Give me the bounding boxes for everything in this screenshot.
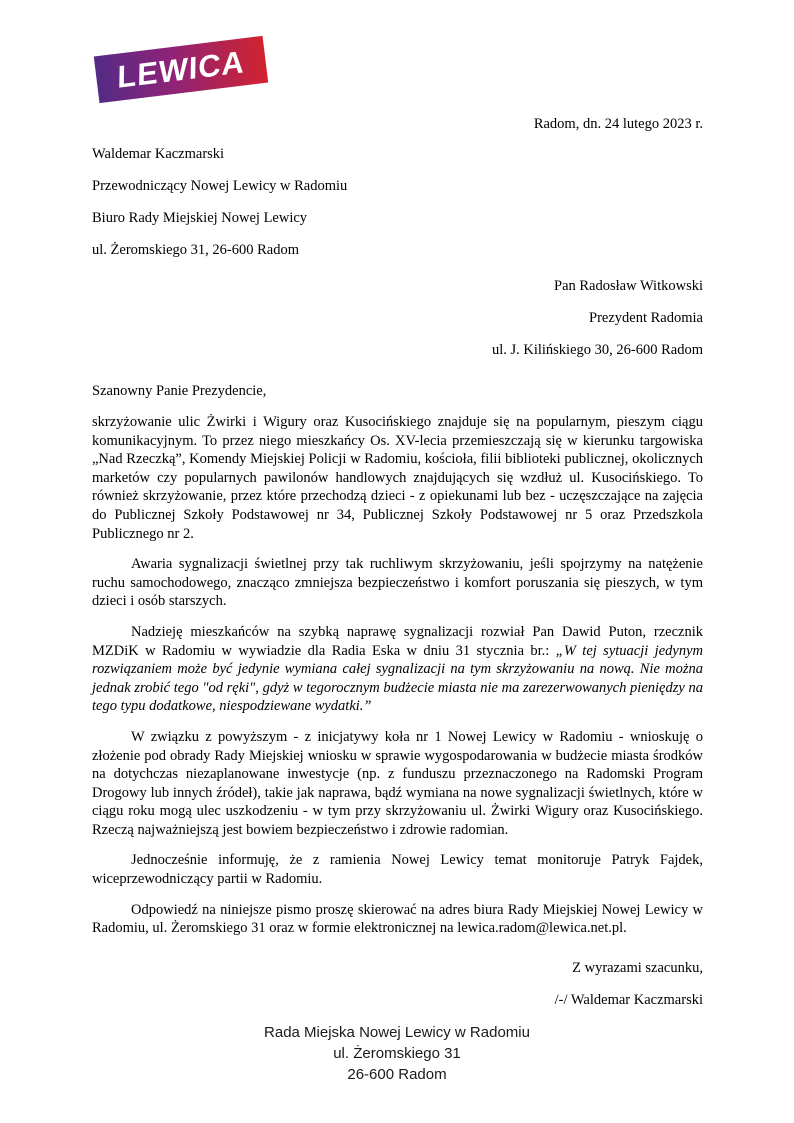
lewica-logo [94,37,270,103]
recipient-name: Pan Radosław Witkowski [554,278,703,294]
sender-name: Waldemar Kaczmarski [92,146,225,162]
salutation: Szanowny Panie Prezydencie, [92,383,267,399]
body-paragraph-1: skrzyżowanie ulic Żwirki i Wigury oraz Kusocińskiego znajduje się na popularnym, pieszym ciągu komunikacyjnym. To przez niego mieszkańcy Os. XV-lecia przemieszczają się w kierunku targowiska „Nad Rzeczką”, Komendy Miejskiej Policji w Radomiu, kościoła, filii biblioteki publicznej, okolicznych marketów czy popularnych pawilonów handlowych znajdujących się wzdłuż ul. Kusocińskiego. To również skrzyżowanie, przez które przechodzą dzieci - z opiekunami lub bez - uczęszczające na zajęcia do Publicznej Szkoły Podstawowej nr 34, Publicznej Szkoły Podstawowej nr 5 oraz Przedszkola Publicznego nr 2. [92,414,703,542]
sender-title: Przewodniczący Nowej Lewicy w Radomiu [92,178,348,194]
footer-org: Rada Miejska Nowej Lewicy w Radomiu [264,1023,530,1041]
recipient-address: ul. J. Kilińskiego 30, 26-600 Radom [491,342,703,358]
sender-block [92,138,703,266]
lewica-logo-banner [94,36,268,103]
body-paragraph-2: Awaria sygnalizacji świetlnej przy tak ruchliwym skrzyżowaniu, jeśli spojrzymy na natężenie ruchu samochodowego, znacząco zmniejsza bezpieczeństwo i komfort poruszania się pieszych, w tym dzieci i osób starszych. [92,556,703,610]
body-paragraph-3-intro: Nadzieję mieszkańców na szybką naprawę sygnalizacji rozwiał Pan Dawid Puton, rzecznik MZDiK w Radomiu w wywiadzie dla Radia Eska w dniu 31 stycznia br.: [92,623,703,659]
sender-address: ul. Żeromskiego 31, 26-600 Radom [92,242,300,258]
body-paragraph-6: Odpowiedź na niniejsze pismo proszę skierować na adres biura Rady Miejskiej Nowej Lewicy w Radomiu, ul. Żeromskiego 31 oraz w formie elektronicznej na lewica.radom@lewica.net.pl. [92,901,703,937]
body-paragraph-5: Jednocześnie informuję, że z ramienia Nowej Lewicy temat monitoruje Patryk Fajdek, wiceprzewodniczący partii w Radomiu. [92,852,703,888]
letter-content [0,115,794,1016]
lewica-logo-text: LEWICA [117,44,245,95]
footer-city: 26-600 Radom [347,1065,447,1083]
footer-street: ul. Żeromskiego 31 [333,1044,461,1062]
body-paragraph-3-quote: „W tej sytuacji jedynym rozwiązaniem może być jedynie wymiana całej sygnalizacji na tym skrzyżowaniu na nową. Nie można jednak zrobić tego "od ręki", gdyż w tegorocznym budżecie miasta nie ma zarezerwowanych pieniędzy na tego typu dodatkowe, niespodziewane wydatki.” [92,642,703,715]
body-paragraph-3 [92,623,703,716]
footer-block [0,1022,794,1085]
closing-salute: Z wyrazami szacunku, [572,959,703,976]
sender-office: Biuro Rady Miejskiej Nowej Lewicy [92,210,308,226]
recipient-title: Prezydent Radomia [589,310,703,326]
body-paragraph-4: W związku z powyższym - z inicjatywy koła nr 1 Nowej Lewicy w Radomiu - wnioskuję o złożenie pod obrady Rady Miejskiej wniosku w sprawie wygospodarowania w budżecie miasta środków na dotychczas niezaplanowane inwestycje (np. z funduszu przeznaczonego na Radomski Program Drogowy lub innych źródeł), takie jak naprawa, bądź wymiana na nowe sygnalizacji świetlnych, które w ciągu roku mogą ulec uszkodzeniu - w tym przy skrzyżowaniu ul. Żwirki Wigury oraz Kusocińskiego. Rzeczą najważniejszą jest bowiem bezpieczeństwo i zdrowie radomian. [92,728,703,838]
date-line: Radom, dn. 24 lutego 2023 r. [533,116,703,132]
closing-block [92,952,703,1016]
closing-signature: /-/ Waldemar Kaczmarski [554,991,703,1008]
recipient-block [92,270,703,366]
